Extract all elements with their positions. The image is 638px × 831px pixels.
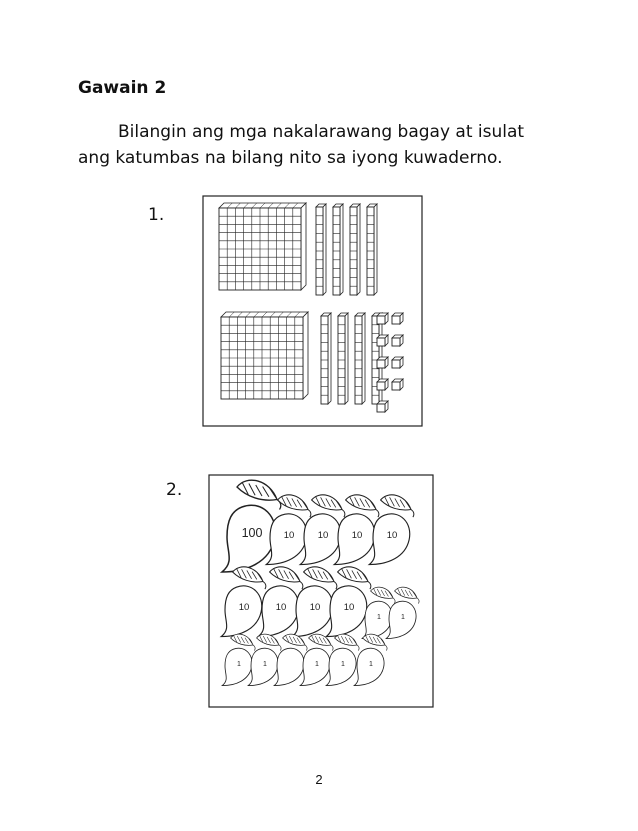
mango-item — [326, 567, 371, 637]
instruction-line-1: Bilangin ang mga nakalarawang bagay at isulat — [118, 122, 525, 142]
mango-item — [248, 634, 281, 685]
mango-leaf-icon — [237, 480, 281, 509]
mango-leaf-icon — [363, 634, 388, 650]
mango-item — [221, 567, 266, 637]
mango-label: 10 — [386, 530, 398, 541]
item-1-number: 1. — [148, 205, 165, 225]
mango-label: 10 — [275, 602, 287, 613]
mango-item — [300, 634, 333, 685]
mango-leaf-icon — [283, 634, 308, 650]
item-2-number: 2. — [166, 480, 183, 500]
mango-leaf-icon — [346, 495, 379, 517]
mango-label: 10 — [351, 530, 363, 541]
mango-label: 1 — [377, 614, 381, 621]
mango-label: 10 — [283, 530, 295, 541]
activity-heading: Gawain 2 — [78, 78, 167, 98]
mango-item — [222, 634, 255, 685]
mango-label: 10 — [343, 602, 355, 613]
mango-label: 1 — [237, 661, 241, 668]
mango-group — [221, 480, 419, 685]
instruction-line-2: ang katumbas na bilang nito sa iyong kuwaderno. — [78, 148, 503, 168]
mango-leaf-icon — [233, 567, 266, 589]
mango-leaf-icon — [304, 567, 337, 589]
mango-label: 1 — [263, 661, 267, 668]
mango-leaf-icon — [381, 495, 414, 517]
mango-leaf-icon — [395, 587, 420, 603]
mango-label: 10 — [238, 602, 250, 613]
mango-item — [274, 634, 307, 685]
mango-label: 1 — [401, 614, 405, 621]
mango-leaf-icon — [231, 634, 256, 650]
mango-leaf-icon — [270, 567, 303, 589]
mango-label: 10 — [309, 602, 321, 613]
page-number: 2 — [315, 772, 323, 787]
mango-item — [326, 634, 359, 685]
mango-leaf-icon — [335, 634, 360, 650]
mango-leaf-icon — [312, 495, 345, 517]
mango-label: 1 — [315, 661, 319, 668]
mango-item — [369, 495, 414, 565]
mango-label: 100 — [241, 526, 263, 540]
mango-item — [354, 634, 387, 685]
mango-label: 10 — [317, 530, 329, 541]
mango-leaf-icon — [257, 634, 282, 650]
mango-leaf-icon — [371, 587, 396, 603]
mango-label: 1 — [341, 661, 345, 668]
mango-leaf-icon — [338, 567, 371, 589]
mango-label: 1 — [369, 661, 373, 668]
mango-item — [334, 495, 379, 565]
mango-leaf-icon — [278, 495, 311, 517]
